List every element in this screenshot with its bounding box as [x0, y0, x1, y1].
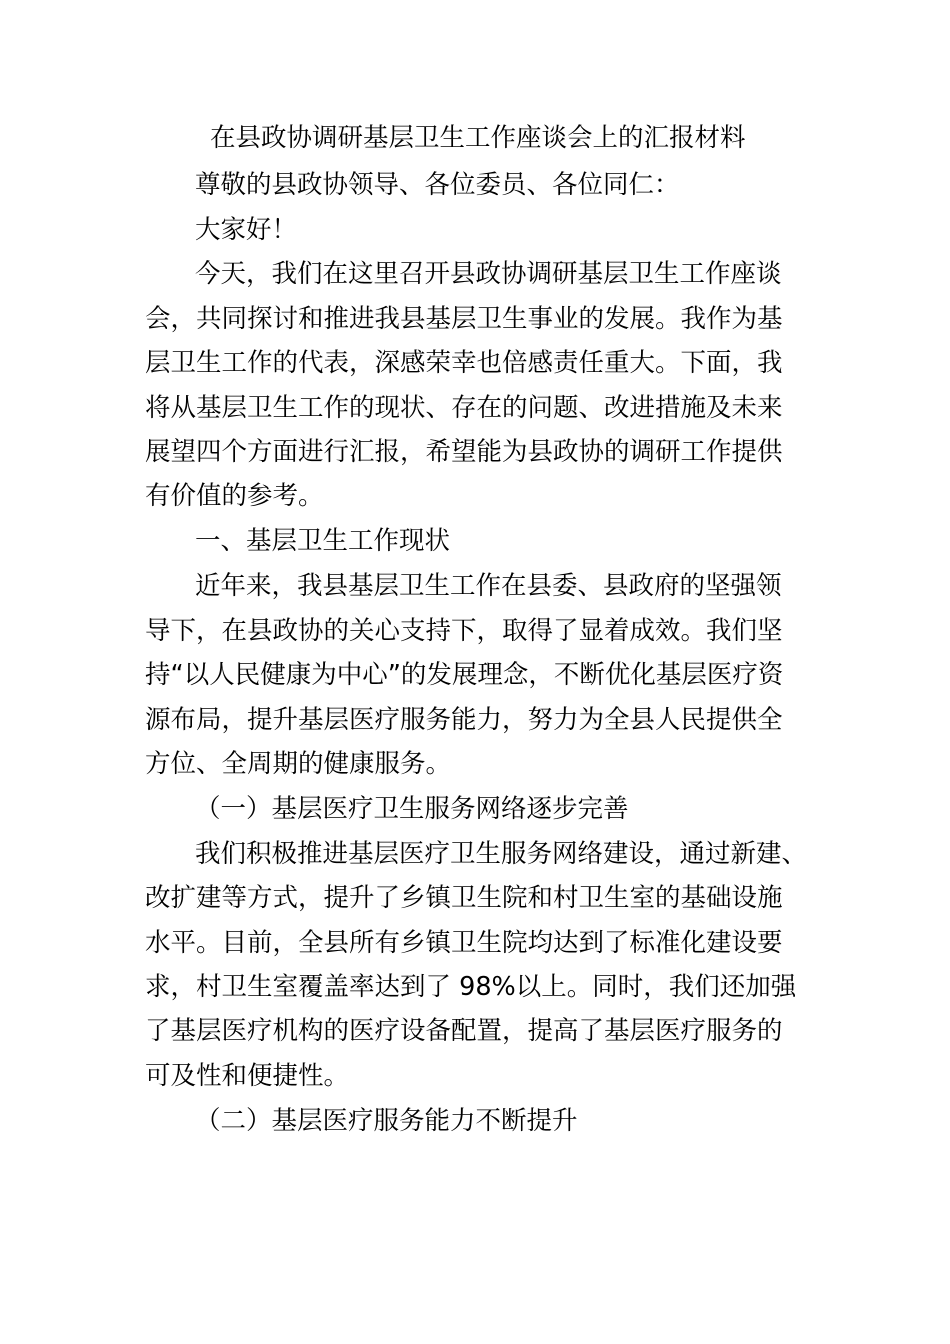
paragraph-1-line-3: 层卫生工作的代表，深感荣幸也倍感责任重大。下面，我: [145, 348, 783, 378]
subsection-heading-1: （一）基层医疗卫生服务网络逐步完善: [195, 794, 629, 824]
greeting: 大家好！: [195, 215, 298, 245]
paragraph-1-line-6: 有价值的参考。: [145, 481, 324, 511]
paragraph-2-line-1: 近年来，我县基层卫生工作在县委、县政府的坚强领: [195, 571, 782, 601]
salutation: 尊敬的县政协领导、各位委员、各位同仁：: [195, 170, 680, 200]
paragraph-2-line-2: 导下，在县政协的关心支持下，取得了显着成效。我们坚: [145, 616, 783, 646]
paragraph-1-line-5: 展望四个方面进行汇报，希望能为县政协的调研工作提供: [145, 437, 783, 467]
document-title: 在县政协调研基层卫生工作座谈会上的汇报材料: [210, 123, 746, 153]
paragraph-3-line-4: 求，村卫生室覆盖率达到了 98%以上。同时，我们还加强: [145, 972, 797, 1002]
section-heading-1: 一、基层卫生工作现状: [195, 526, 451, 556]
paragraph-3-line-6: 可及性和便捷性。: [145, 1061, 350, 1091]
paragraph-3-line-3: 水平。目前，全县所有乡镇卫生院均达到了标准化建设要: [145, 928, 783, 958]
paragraph-3-line-1: 我们积极推进基层医疗卫生服务网络建设，通过新建、: [195, 839, 808, 869]
paragraph-1-line-4: 将从基层卫生工作的现状、存在的问题、改进措施及未来: [145, 393, 783, 423]
paragraph-1-line-1: 今天，我们在这里召开县政协调研基层卫生工作座谈: [195, 259, 782, 289]
paragraph-2-line-4: 源布局，提升基层医疗服务能力，努力为全县人民提供全: [145, 705, 783, 735]
subsection-heading-2: （二）基层医疗服务能力不断提升: [195, 1106, 578, 1136]
paragraph-2-line-3: 持“以人民健康为中心”的发展理念，不断优化基层医疗资: [145, 660, 784, 690]
paragraph-3-line-5: 了基层医疗机构的医疗设备配置，提高了基层医疗服务的: [145, 1016, 783, 1046]
paragraph-1-line-2: 会，共同探讨和推进我县基层卫生事业的发展。我作为基: [145, 304, 783, 334]
paragraph-2-line-5: 方位、全周期的健康服务。: [145, 749, 452, 779]
paragraph-3-line-2: 改扩建等方式，提升了乡镇卫生院和村卫生室的基础设施: [145, 883, 783, 913]
